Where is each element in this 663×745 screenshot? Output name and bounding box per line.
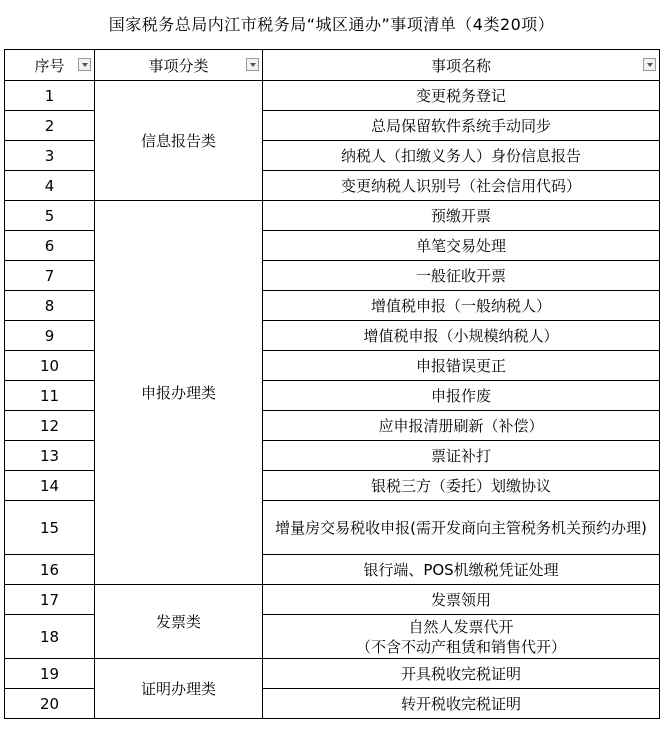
cell-name: 变更纳税人识别号（社会信用代码） (263, 171, 660, 201)
cell-name: 增量房交易税收申报(需开发商向主管税务机关预约办理) (263, 501, 660, 555)
cell-no: 7 (5, 261, 95, 291)
cell-no: 6 (5, 231, 95, 261)
cell-no: 17 (5, 585, 95, 615)
cell-name: 变更税务登记 (263, 81, 660, 111)
header-cell-name (263, 50, 660, 81)
header-cell-no (5, 50, 95, 81)
filter-dropdown-icon[interactable] (246, 58, 259, 71)
cell-name: 一般征收开票 (263, 261, 660, 291)
table-row (5, 201, 660, 231)
cell-no: 4 (5, 171, 95, 201)
cell-no: 11 (5, 381, 95, 411)
cell-no: 8 (5, 291, 95, 321)
cell-name: 总局保留软件系统手动同步 (263, 111, 660, 141)
filter-dropdown-icon[interactable] (78, 58, 91, 71)
cell-name: 增值税申报（一般纳税人） (263, 291, 660, 321)
header-label: 事项名称 (430, 56, 491, 75)
table-row (5, 81, 660, 111)
cell-no: 16 (5, 555, 95, 585)
cell-name: 银税三方（委托）划缴协议 (263, 471, 660, 501)
cell-no: 5 (5, 201, 95, 231)
cell-no: 3 (5, 141, 95, 171)
cell-category: 发票类 (95, 585, 263, 659)
cell-name: 单笔交易处理 (263, 231, 660, 261)
cell-name: 预缴开票 (263, 201, 660, 231)
header-cell-category (95, 50, 263, 81)
cell-name: 自然人发票代开 （不含不动产租赁和销售代开） (263, 615, 660, 659)
cell-category: 申报办理类 (95, 201, 263, 585)
cell-name: 申报作废 (263, 381, 660, 411)
cell-name: 发票领用 (263, 585, 660, 615)
cell-no: 13 (5, 441, 95, 471)
cell-name: 增值税申报（小规模纳税人） (263, 321, 660, 351)
cell-no: 1 (5, 81, 95, 111)
cell-name: 申报错误更正 (263, 351, 660, 381)
header-label: 事项分类 (148, 56, 209, 75)
cell-name: 开具税收完税证明 (263, 659, 660, 689)
cell-name: 银行端、POS机缴税凭证处理 (263, 555, 660, 585)
cell-name: 纳税人（扣缴义务人）身份信息报告 (263, 141, 660, 171)
cell-name: 转开税收完税证明 (263, 689, 660, 719)
cell-name: 应申报清册刷新（补偿） (263, 411, 660, 441)
page-title: 国家税务总局内江市税务局“城区通办”事项清单（4类20项） (108, 15, 555, 34)
cell-no: 19 (5, 659, 95, 689)
cell-no: 14 (5, 471, 95, 501)
cell-no: 15 (5, 501, 95, 555)
cell-no: 10 (5, 351, 95, 381)
cell-name: 票证补打 (263, 441, 660, 471)
cell-category: 信息报告类 (95, 81, 263, 201)
table-row (5, 659, 660, 689)
cell-no: 12 (5, 411, 95, 441)
cell-no: 20 (5, 689, 95, 719)
filter-dropdown-icon[interactable] (643, 58, 656, 71)
table-header-row (5, 50, 660, 81)
cell-category: 证明办理类 (95, 659, 263, 719)
cell-no: 9 (5, 321, 95, 351)
items-table (4, 49, 660, 719)
cell-no: 2 (5, 111, 95, 141)
table-row (5, 585, 660, 615)
header-label: 序号 (34, 56, 65, 75)
cell-no: 18 (5, 615, 95, 659)
